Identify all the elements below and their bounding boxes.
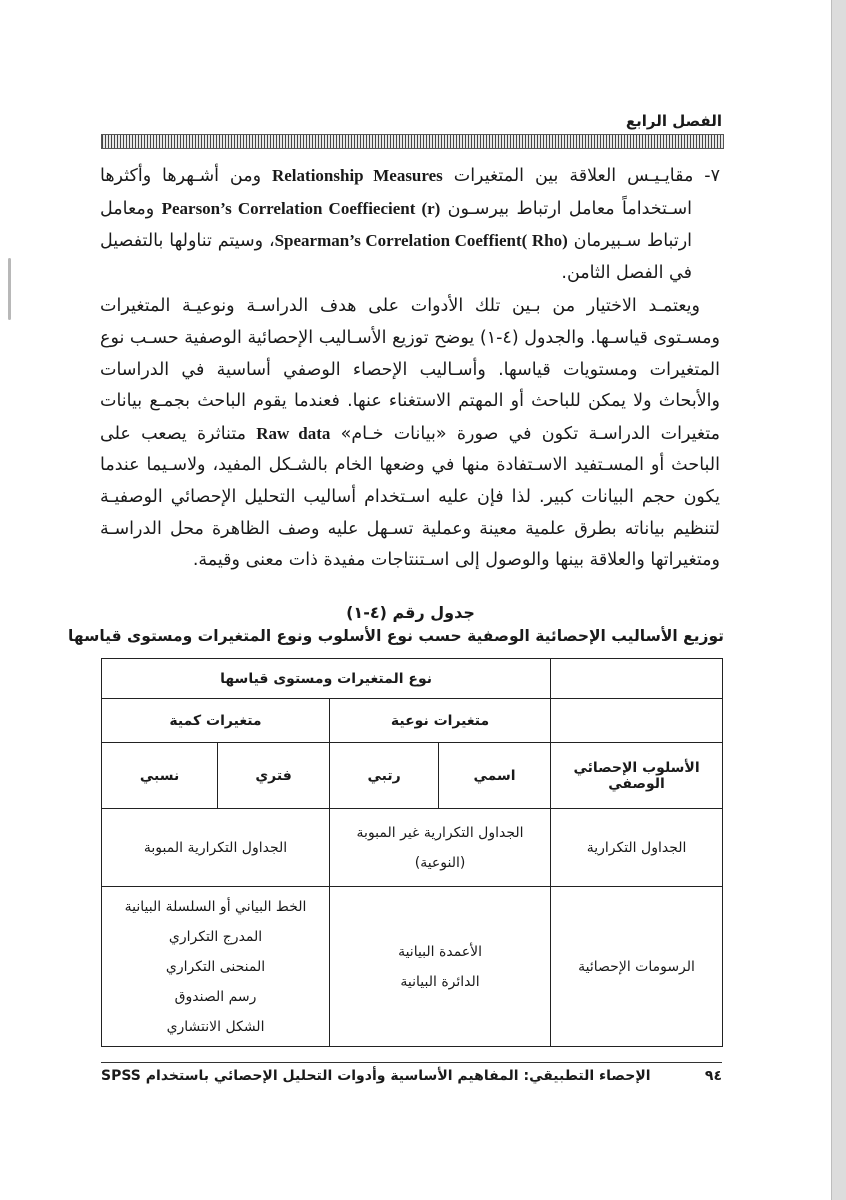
header-decorative-bar <box>101 134 724 149</box>
header-ordinal: رتبي <box>330 743 439 809</box>
qualitative-charts: الأعمدة البيانية الدائرة البيانية <box>330 887 551 1047</box>
table-number: جدول رقم (٤-١) <box>346 603 475 622</box>
table-caption: توزيع الأساليب الإحصائية الوصفية حسب نوع الأسلوب ونوع المتغيرات ومستوى قياسها <box>68 627 724 645</box>
table-row <box>102 887 723 1047</box>
header-ratio: نسبي <box>102 743 218 809</box>
table-row <box>102 659 723 699</box>
header-interval: فتري <box>218 743 330 809</box>
footer-rule <box>101 1062 722 1063</box>
paragraph: ويعتمـد الاختيار من بـين تلك الأدوات على هدف الدراسـة ونوعيـة المتغيرات ومسـتوى قياسـها. والجدول (٤-١) يوضح توزيع الأسـاليب الإحصائية الوصفية حسـب نوع المتغيرات ومستويات قياسها. وأسـاليب الإحصاء الوصفي أساسية في الدراسات والأبحاث ولا يمكن للباحث أو المهتم الاستغناء عنها. فعندما يقوم الباحث بجمـع بيانات متغيرات الدراسـة تكون في صورة «بيانات خـام» Raw data متناثرة يصعب على الباحث أو المسـتفيد الاسـتفادة منها في وضعها الخام بالشـكل المفيد، ولاسـيما عندما يكون حجم البيانات كبير. لذا فإن عليه اسـتخدام أساليب التحليل الإحصائي الوصفيـة لتنظيم بياناته بطرق علمية معينة وعملية تسـهل عليه وصف الظاهرة محل الدراسـة ومتغيراتها والعلاقة بينها والوصول إلى اسـتنتاجات مفيدة ذات معنى وقيمة. <box>100 296 721 571</box>
header-qualitative: متغيرات نوعية <box>330 699 551 743</box>
quantitative-charts: الخط البياني أو السلسلة البيانية المدرج التكراري المنحنى التكراري رسم الصندوق الشكل الانتشاري <box>102 887 330 1047</box>
method-statistical-charts: الرسومات الإحصائية <box>551 887 723 1047</box>
table-row <box>102 743 723 809</box>
qualitative-frequency-tables: الجداول التكرارية غير المبوبة (النوعية) <box>330 809 551 887</box>
page-number: ٩٤ <box>704 1068 722 1084</box>
list-item-7: ٧- مقايـيـس العلاقة بين المتغيرات Relationship Measures ومن أشـهرها وأكثرها اسـتخداماً معامل ارتباط بيرسـون Pearson’s Correlation Coeffiecient (r) ومعامل ارتباط سـبيرمان Spearman’s Correlation Coeffient( Rho)، وسيتم تناولها بالتفصيل في الفصل الثامن. <box>100 166 720 283</box>
table-row <box>102 809 723 887</box>
corner-cell <box>551 659 723 699</box>
header-method: الأسلوب الإحصائي الوصفي <box>551 743 723 809</box>
stats-table <box>101 658 723 1047</box>
quantitative-frequency-tables: الجداول التكرارية المبوبة <box>102 809 330 887</box>
book-title: الإحصاء التطبيقي: المفاهيم الأساسية وأدوات التحليل الإحصائي باستخدام SPSS <box>101 1068 651 1084</box>
corner-cell <box>551 699 723 743</box>
header-nominal: اسمي <box>439 743 551 809</box>
table-row <box>102 699 723 743</box>
header-quantitative: متغيرات كمية <box>102 699 330 743</box>
chapter-title: الفصل الرابع <box>625 112 722 130</box>
scroll-indicator <box>8 258 11 320</box>
body-text <box>100 160 720 577</box>
header-variable-types: نوع المتغيرات ومستوى قياسها <box>102 659 551 699</box>
page-edge <box>831 0 846 1200</box>
method-frequency-tables: الجداول التكرارية <box>551 809 723 887</box>
